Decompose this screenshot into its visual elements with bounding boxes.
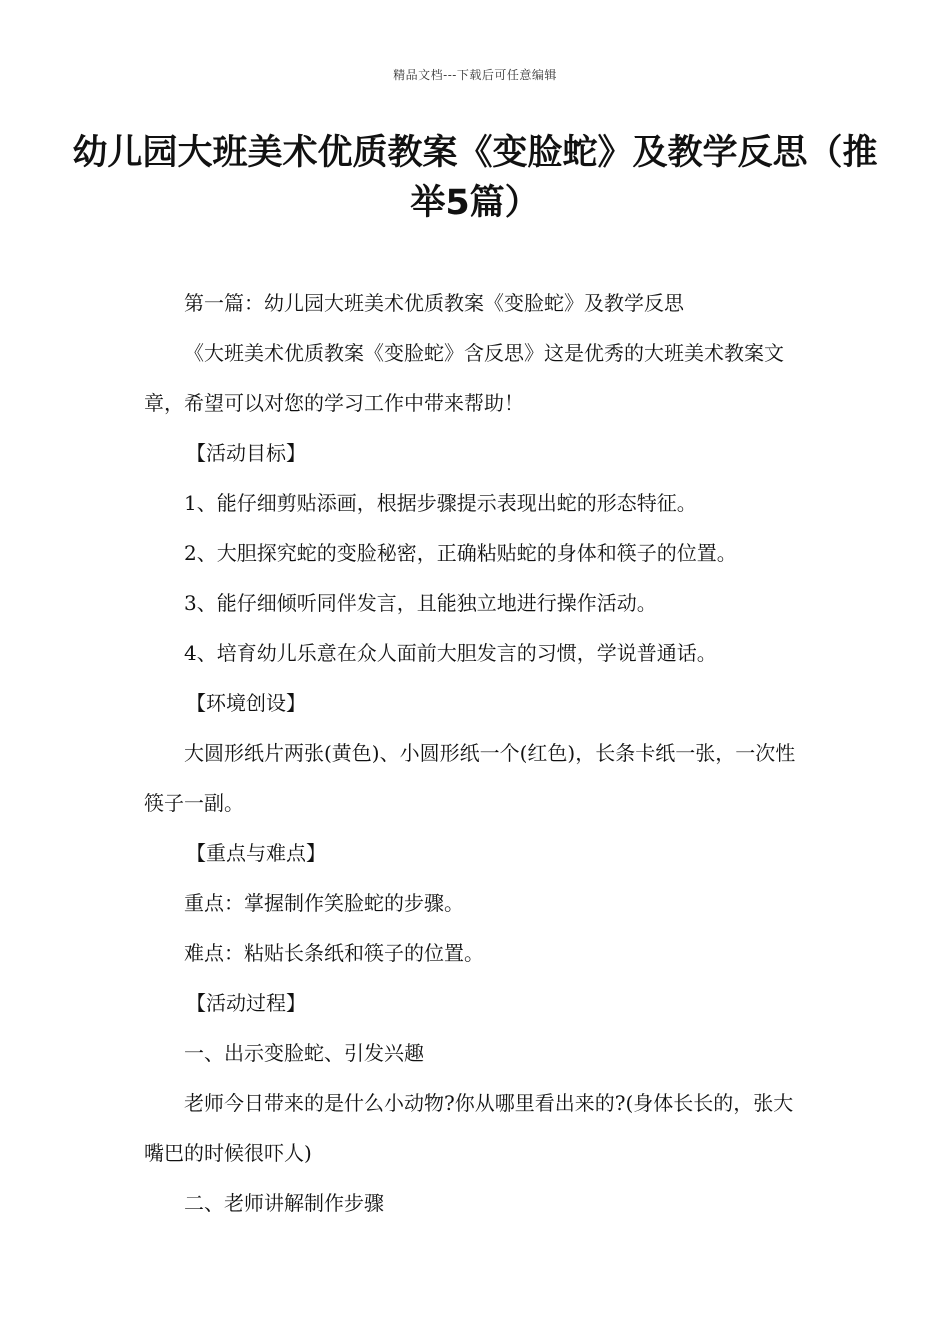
- header-note: 精品文档---下载后可任意编辑: [393, 68, 557, 82]
- paragraph-teacher-question: 老师今日带来的是什么小动物?你从哪里看出来的?(身体长长的，张大嘴巴的时候很吓人): [144, 1091, 794, 1165]
- paragraph-intro: 《大班美术优质教案《变脸蛇》含反思》这是优秀的大班美术教案文章，希望可以对您的学习工作中带来帮助！: [144, 341, 784, 415]
- heading-environment: 【环境创设】: [186, 691, 306, 715]
- goal-item-2: 2、大胆探究蛇的变脸秘密，正确粘贴蛇的身体和筷子的位置。: [184, 541, 737, 565]
- goal-item-4: 4、培育幼儿乐意在众人面前大胆发言的习惯，学说普通话。: [184, 641, 717, 665]
- goal-item-3: 3、能仔细倾听同伴发言，且能独立地进行操作活动。: [184, 591, 657, 615]
- process-step-2: 二、老师讲解制作步骤: [184, 1191, 384, 1215]
- paragraph-difficulty: 难点：粘贴长条纸和筷子的位置。: [184, 941, 484, 965]
- paragraph-section-heading: 第一篇：幼儿园大班美术优质教案《变脸蛇》及教学反思: [184, 291, 684, 315]
- process-step-1: 一、出示变脸蛇、引发兴趣: [184, 1041, 424, 1065]
- document-body: [144, 278, 808, 1228]
- heading-activity-goals: 【活动目标】: [186, 441, 306, 465]
- heading-activity-process: 【活动过程】: [186, 991, 306, 1015]
- paragraph-key-point: 重点：掌握制作笑脸蛇的步骤。: [184, 891, 464, 915]
- document-title: 幼儿园大班美术优质教案《变脸蛇》及教学反思（推举5篇）: [72, 133, 878, 223]
- heading-key-points: 【重点与难点】: [186, 841, 326, 865]
- paragraph-materials: 大圆形纸片两张(黄色)、小圆形纸一个(红色)，长条卡纸一张，一次性筷子一副。: [144, 741, 796, 815]
- goal-item-1: 1、能仔细剪贴添画，根据步骤提示表现出蛇的形态特征。: [184, 491, 697, 515]
